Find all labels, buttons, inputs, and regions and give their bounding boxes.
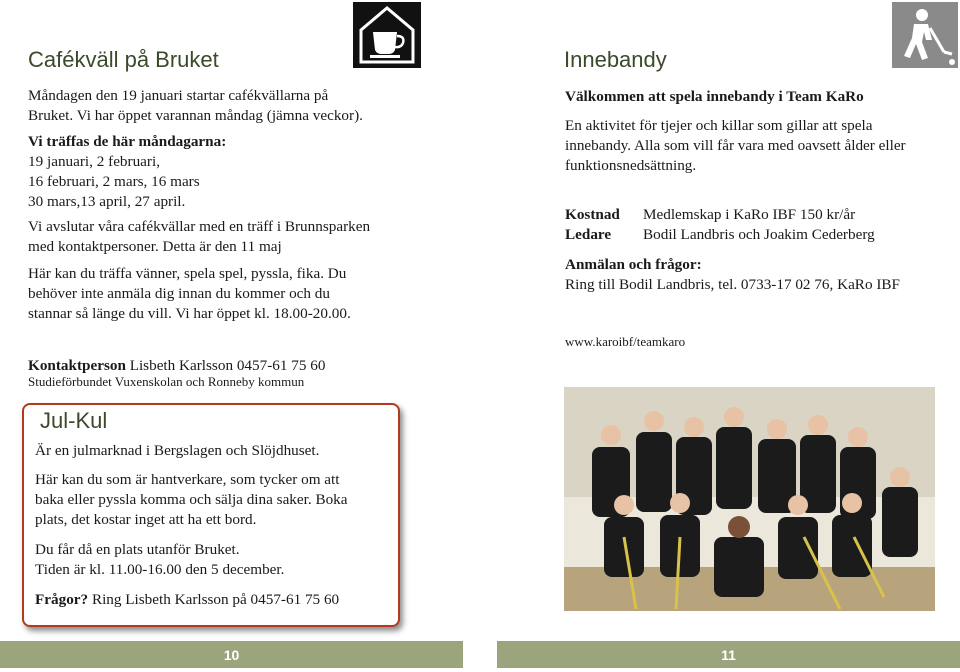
- cafe-title: Cafékväll på Bruket: [28, 47, 219, 72]
- contact-value: Lisbeth Karlsson 0457-61 75 60: [129, 357, 326, 374]
- innebandy-title: Innebandy: [564, 47, 667, 72]
- leader-value: Bodil Landbris och Joakim Cederberg: [643, 226, 875, 243]
- innebandy-welcome: Välkommen att spela innebandy i Team KaRo: [565, 88, 864, 105]
- innebandy-desc: En aktivitet för tjejer och killar som gillar att spela innebandy. Alla som vill får vara med oavsett ålder eller funktionsnedsättning.: [565, 117, 906, 174]
- jul-kul-p3: Du får då en plats utanför Bruket. Tiden är kl. 11.00-16.00 den 5 december.: [35, 541, 285, 578]
- cafe-contact: [28, 356, 325, 376]
- coffee-cup-icon: [353, 2, 421, 68]
- cafe-closing: Vi avslutar våra cafékvällar med en träff i Brunnsparken med kontaktpersoner. Detta är den 11 maj: [28, 218, 371, 255]
- jul-kul-p1: Är en julmarknad i Bergslagen och Slöjdhuset.: [35, 442, 320, 459]
- cafe-activities: Här kan du träffa vänner, spela spel, pyssla, fika. Du behöver inte anmäla dig innan du kommer och du stannar så länge du vill. Vi har öppet kl. 18.00-20.00.: [28, 265, 351, 322]
- jul-kul-p2: Här kan du som är hantverkare, som tycker om att baka eller pyssla komma och sälja dina saker. Boka plats, det kostar inget att ha ett bord.: [35, 471, 348, 528]
- dates-heading: Vi träffas de här måndagarna:: [28, 133, 227, 150]
- leader-label: Ledare: [565, 226, 612, 243]
- jul-kul-question: [35, 590, 339, 610]
- signup-heading: Anmälan och frågor:: [565, 256, 702, 273]
- cafe-dates: Vi träffas de här måndagarna: 19 januari, 2 februari, 16 februari, 2 mars, 16 mars 30 mars,13 april, 27 april.: [28, 133, 227, 210]
- signup-text: Ring till Bodil Landbris, tel. 0733-17 02 76, KaRo IBF: [565, 276, 900, 293]
- question-label: Frågor?: [35, 591, 89, 608]
- page-number-right: 11: [497, 641, 960, 668]
- cafe-organizer: Studieförbundet Vuxenskolan och Ronneby kommun: [28, 374, 305, 389]
- contact-label: Kontaktperson: [28, 357, 126, 374]
- team-photo: [564, 387, 935, 611]
- jul-kul-title: Jul-Kul: [40, 408, 108, 433]
- floorball-player-icon: [892, 2, 958, 68]
- cafe-intro: Måndagen den 19 januari startar cafékvällarna på Bruket. Vi har öppet varannan måndag (jämna veckor).: [28, 87, 363, 124]
- page-number-left: 10: [0, 641, 463, 668]
- question-value: Ring Lisbeth Karlsson på 0457-61 75 60: [91, 591, 340, 608]
- cost-value: Medlemskap i KaRo IBF 150 kr/år: [643, 206, 856, 223]
- website-link[interactable]: www.karoibf/teamkaro: [565, 334, 686, 349]
- cost-label: Kostnad: [565, 206, 620, 223]
